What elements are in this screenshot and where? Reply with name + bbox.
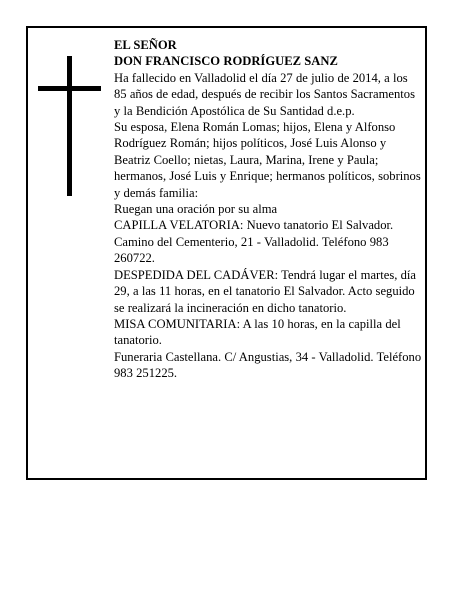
- funeral-home: Funeraria Castellana. C/ Angustias, 34 - Valladolid. Teléfono 983 251225.: [114, 349, 422, 381]
- family-list: Su esposa, Elena Román Lomas; hijos, Elena y Alfonso Rodríguez Román; hijos políticos, José Luis Alonso y Beatriz Coello; nietas, Laura, Marina, Irene y Paula; hermanos, José Luis y Enrique; hermanos políticos, sobrinos y demás familia:: [114, 120, 421, 200]
- farewell-info: DESPEDIDA DEL CADÁVER: Tendrá lugar el martes, día 29, a las 11 horas, en el tanatorio El Salvador. Acto seguido se realizará la incineración en dicho tanatorio.: [114, 267, 417, 315]
- prayer-request: Ruegan una oración por su alma: [114, 202, 278, 217]
- title-line-1: EL SEÑOR: [114, 38, 177, 52]
- wake-chapel: CAPILLA VELATORIA: Nuevo tanatorio El Salvador. Camino del Cementerio, 21 - Valladolid. Teléfono 983 260722.: [114, 218, 394, 266]
- obituary-text: [114, 37, 422, 382]
- cross-icon-bar: [38, 86, 101, 91]
- death-announcement: Ha fallecido en Valladolid el día 27 de julio de 2014, a los 85 años de edad, después de recibir los Santos Sacramentos y la Bendición Apostólica de Su Santidad d.e.p.: [114, 70, 415, 118]
- deceased-name: DON FRANCISCO RODRÍGUEZ SANZ: [114, 54, 338, 69]
- mass-info: MISA COMUNITARIA: A las 10 horas, en la capilla del tanatorio.: [114, 316, 401, 348]
- cross-icon: [67, 56, 72, 196]
